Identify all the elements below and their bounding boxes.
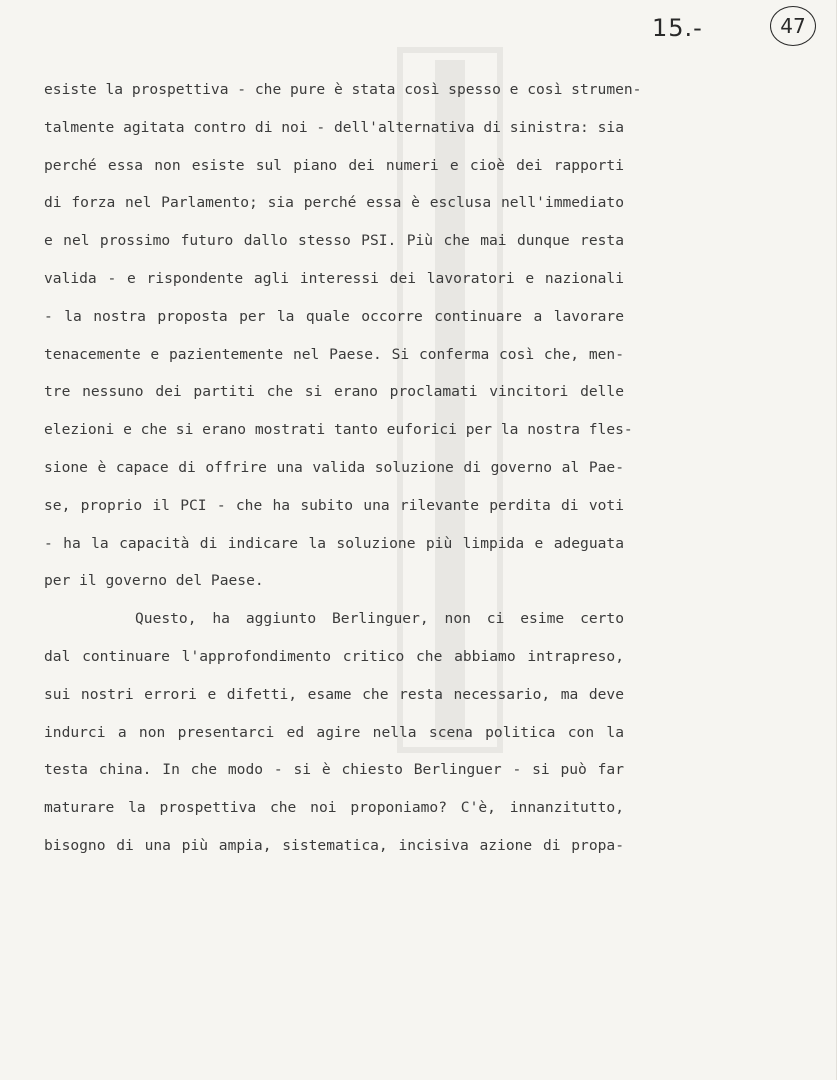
circled-folio-number [770,6,816,46]
text-line: tre nessuno dei partiti che si erano proclamati vincitori delle [44,383,624,401]
text-line: sione è capace di offrire una valida soluzione di governo al Pae- [44,458,624,476]
text-line: sui nostri errori e difetti, esame che resta necessario, ma deve [44,685,624,703]
text-line: - ha la capacità di indicare la soluzione più limpida e adeguata [44,534,624,552]
typed-body-text [44,71,642,865]
paragraph-end-line: per il governo del Paese. [44,572,264,590]
text-line: elezioni e che si erano mostrati tanto euforici per la nostra fles- [44,421,633,439]
text-line: indurci a non presentarci ed agire nella scena politica con la [44,723,624,741]
text-line: - la nostra proposta per la quale occorre continuare a lavorare [44,307,624,325]
text-line: talmente agitata contro di noi - dell'alternativa di sinistra: sia [44,118,624,136]
text-line: tenacemente e pazientemente nel Paese. Si conferma così che, men- [44,345,624,363]
text-line: valida - e rispondente agli interessi dei lavoratori e nazionali [44,269,624,287]
text-line: maturare la prospettiva che noi proponiamo? C'è, innanzitutto, [44,799,624,817]
handwritten-page-number: 15.- [652,14,703,42]
text-line: esiste la prospettiva - che pure è stata così spesso e così strumen- [44,81,642,98]
folio-number: 47 [780,14,806,38]
text-line: di forza nel Parlamento; sia perché essa è esclusa nell'immediato [44,194,624,212]
text-line: e nel prossimo futuro dallo stesso PSI. Più che mai dunque resta [44,232,624,250]
text-line: testa china. In che modo - si è chiesto Berlinguer - si può far [44,761,624,779]
text-line: perché essa non esiste sul piano dei numeri e cioè dei rapporti [44,156,624,174]
text-line: dal continuare l'approfondimento critico che abbiamo intrapreso, [44,647,624,665]
text-line: se, proprio il PCI - che ha subito una rilevante perdita di voti [44,496,624,514]
paragraph-start-line: Questo, ha aggiunto Berlinguer, non ci esime certo [135,610,624,628]
text-line: bisogno di una più ampia, sistematica, incisiva azione di propa- [44,836,624,854]
